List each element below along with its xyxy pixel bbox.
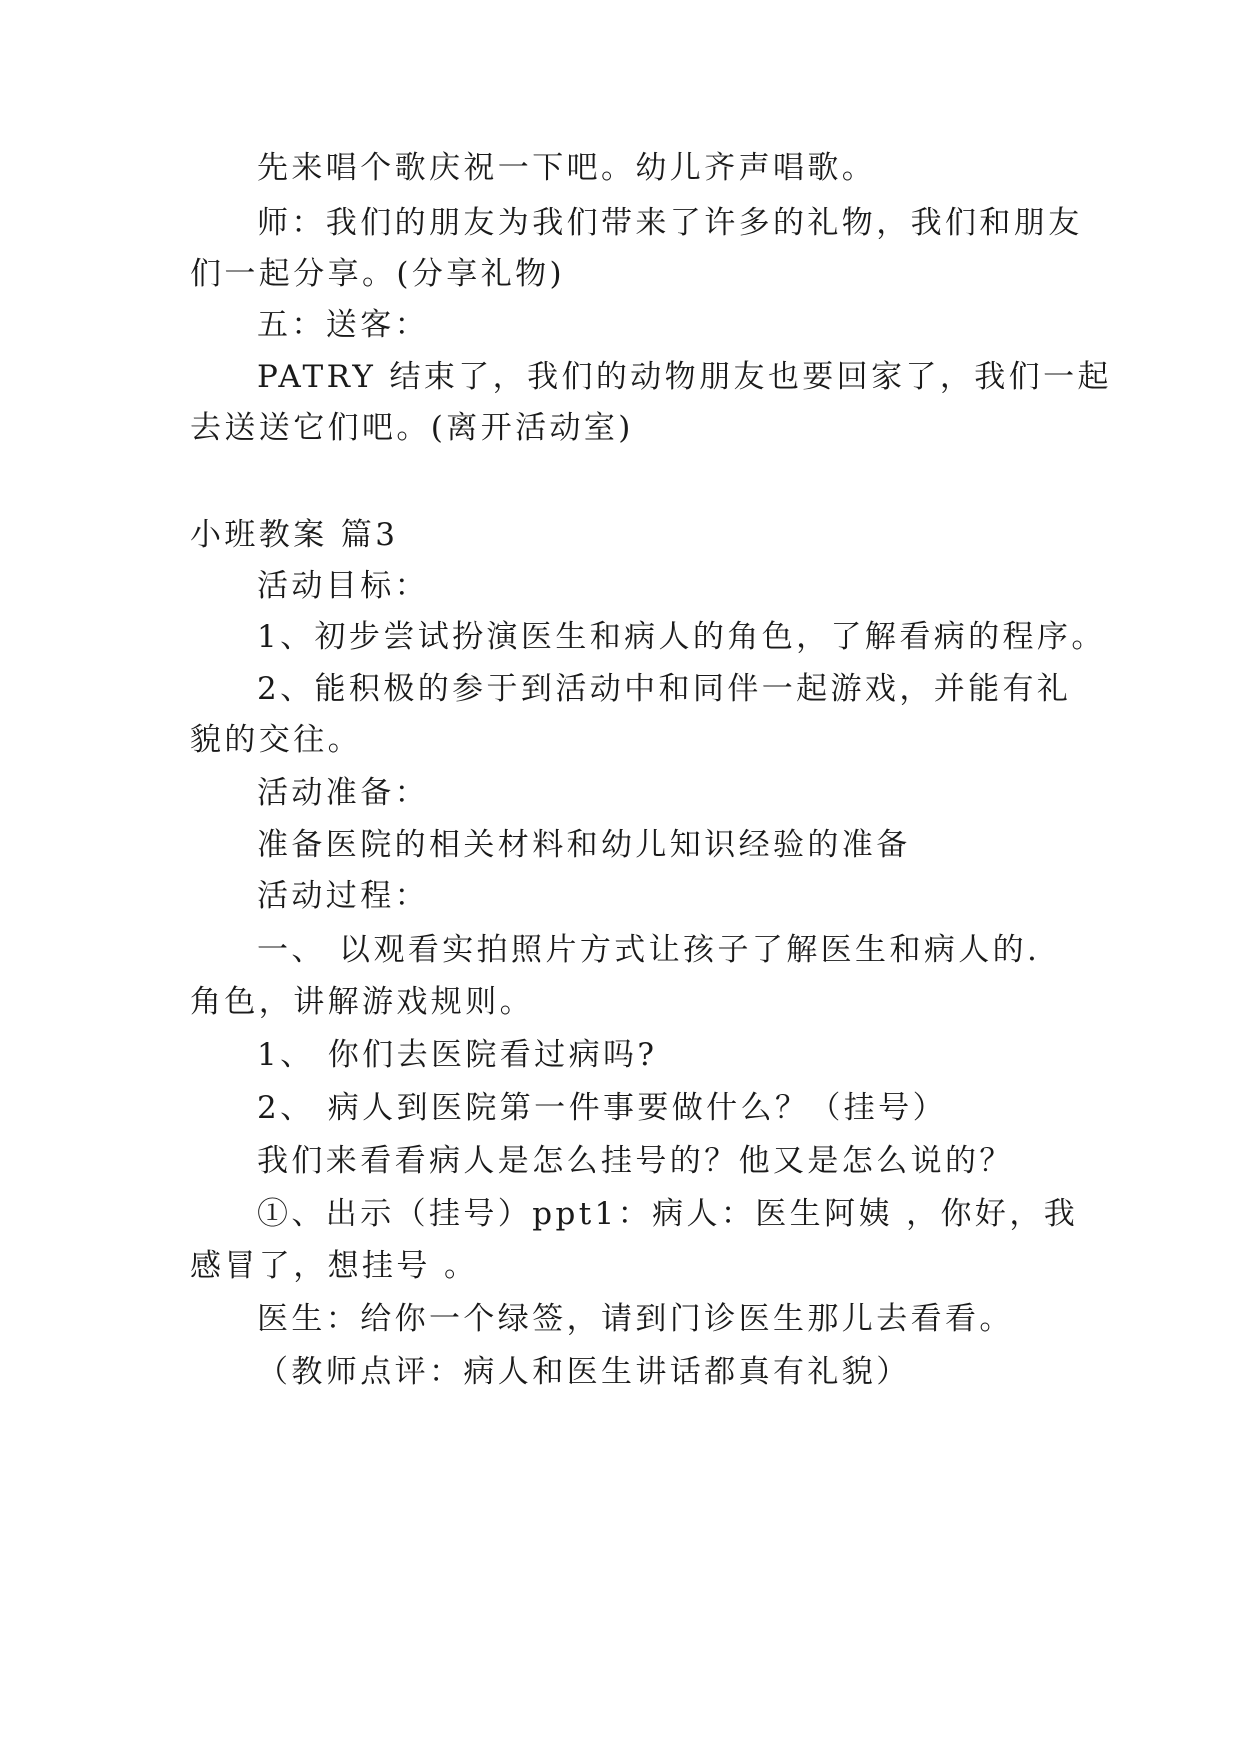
- list-item: 2、 病人到医院第一件事要做什么？（挂号）: [257, 1090, 947, 1126]
- list-item: 一、 以观看实拍照片方式让孩子了解医生和病人的.: [257, 932, 1041, 968]
- list-item: ①、出示（挂号）ppt1：病人：医生阿姨 ，你好，我: [257, 1196, 1079, 1232]
- paragraph-line: 先来唱个歌庆祝一下吧。幼儿齐声唱歌。: [257, 150, 877, 186]
- paragraph-line: 我们来看看病人是怎么挂号的？他又是怎么说的？: [257, 1143, 1014, 1179]
- paragraph-line: 准备医院的相关材料和幼儿知识经验的准备: [257, 827, 911, 863]
- paragraph-line: 师：我们的朋友为我们带来了许多的礼物，我们和朋友: [257, 205, 1083, 241]
- list-item: 2、能积极的参于到活动中和同伴一起游戏，并能有礼: [257, 671, 1072, 707]
- section-heading: 五：送客：: [257, 307, 429, 343]
- paragraph-line: （教师点评：病人和医生讲话都真有礼貌）: [257, 1354, 911, 1390]
- paragraph-line: 去送送它们吧。(离开活动室): [190, 410, 634, 446]
- section-heading: 活动目标：: [257, 568, 429, 604]
- paragraph-line: 貌的交往。: [190, 722, 362, 758]
- paragraph-line: 们一起分享。(分享礼物): [190, 256, 565, 292]
- section-heading: 活动准备：: [257, 775, 429, 811]
- paragraph-line: 感冒了，想挂号 。: [190, 1248, 479, 1284]
- list-item: 1、初步尝试扮演医生和病人的角色，了解看病的程序。: [257, 619, 1106, 655]
- section-heading: 活动过程：: [257, 878, 429, 914]
- document-title: 小班教案 篇3: [190, 517, 399, 553]
- paragraph-line: 角色，讲解游戏规则。: [190, 984, 534, 1020]
- paragraph-line: PATRY 结束了，我们的动物朋友也要回家了，我们一起: [257, 359, 1112, 395]
- paragraph-line: 医生：给你一个绿签，请到门诊医生那儿去看看。: [257, 1301, 1014, 1337]
- list-item: 1、 你们去医院看过病吗?: [257, 1037, 658, 1073]
